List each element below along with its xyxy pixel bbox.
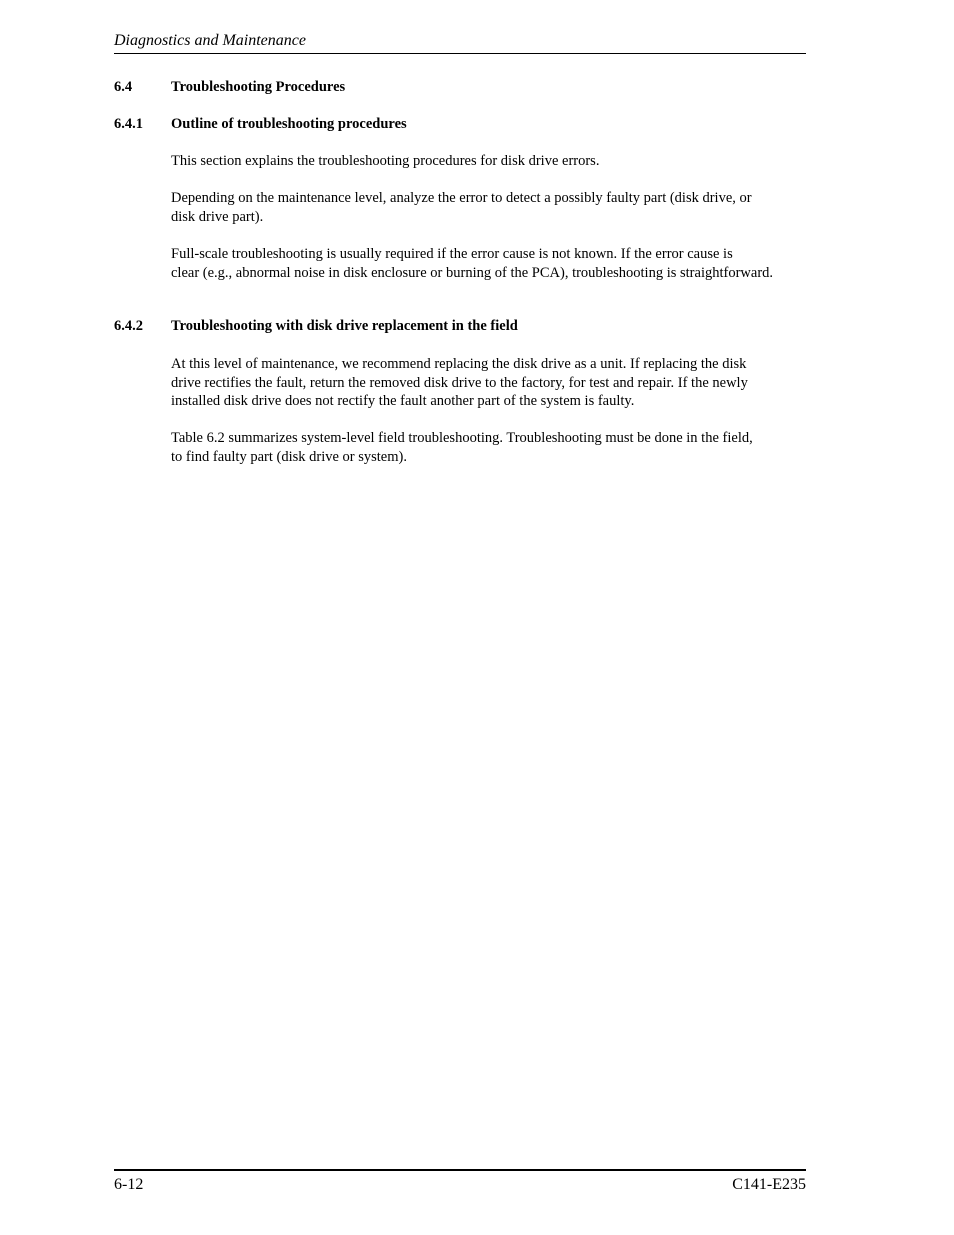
running-header-title: Diagnostics and Maintenance	[114, 32, 306, 49]
page-number: 6-12	[114, 1176, 144, 1193]
section-heading-6-4	[114, 79, 345, 96]
paragraph-6-4-2-2	[171, 429, 831, 466]
paragraph-6-4-2-1	[171, 355, 831, 411]
footer-rule	[114, 1169, 806, 1171]
paragraph-line: disk drive part).	[171, 208, 264, 225]
section-number: 6.4.1	[114, 116, 143, 132]
paragraph-line: Table 6.2 summarizes system-level field troubleshooting. Troubleshooting must be done in the field,	[171, 430, 753, 446]
paragraph-line: This section explains the troubleshooting procedures for disk drive errors.	[171, 153, 600, 169]
section-number: 6.4	[114, 79, 133, 95]
section-title: Troubleshooting with disk drive replacement in the field	[171, 318, 518, 334]
paragraph-line: clear (e.g., abnormal noise in disk enclosure or burning of the PCA), troubleshooting is straightforward.	[171, 264, 774, 281]
paragraph-6-4-1-1	[171, 152, 831, 171]
section-heading-6-4-1	[114, 116, 407, 133]
section-number: 6.4.2	[114, 318, 143, 334]
paragraph-line: Full-scale troubleshooting is usually required if the error cause is not known. If the error cause is	[171, 246, 733, 262]
paragraph-line: drive rectifies the fault, return the removed disk drive to the factory, for test and repair. If the newly	[171, 374, 748, 391]
document-code: C141-E235	[732, 1176, 806, 1193]
section-title: Outline of troubleshooting procedures	[171, 116, 407, 132]
paragraph-line: At this level of maintenance, we recommend replacing the disk drive as a unit. If replacing the disk	[171, 356, 747, 372]
paragraph-line: installed disk drive does not rectify the fault another part of the system is faulty.	[171, 393, 635, 409]
paragraph-line: Depending on the maintenance level, analyze the error to detect a possibly faulty part (disk drive, or	[171, 190, 752, 206]
paragraph-6-4-1-3	[171, 245, 831, 282]
running-header	[114, 31, 806, 54]
paragraph-6-4-1-2	[171, 189, 831, 226]
section-heading-6-4-2	[114, 318, 518, 335]
paragraph-line: to find faulty part (disk drive or system).	[171, 448, 407, 465]
section-title: Troubleshooting Procedures	[171, 79, 346, 95]
